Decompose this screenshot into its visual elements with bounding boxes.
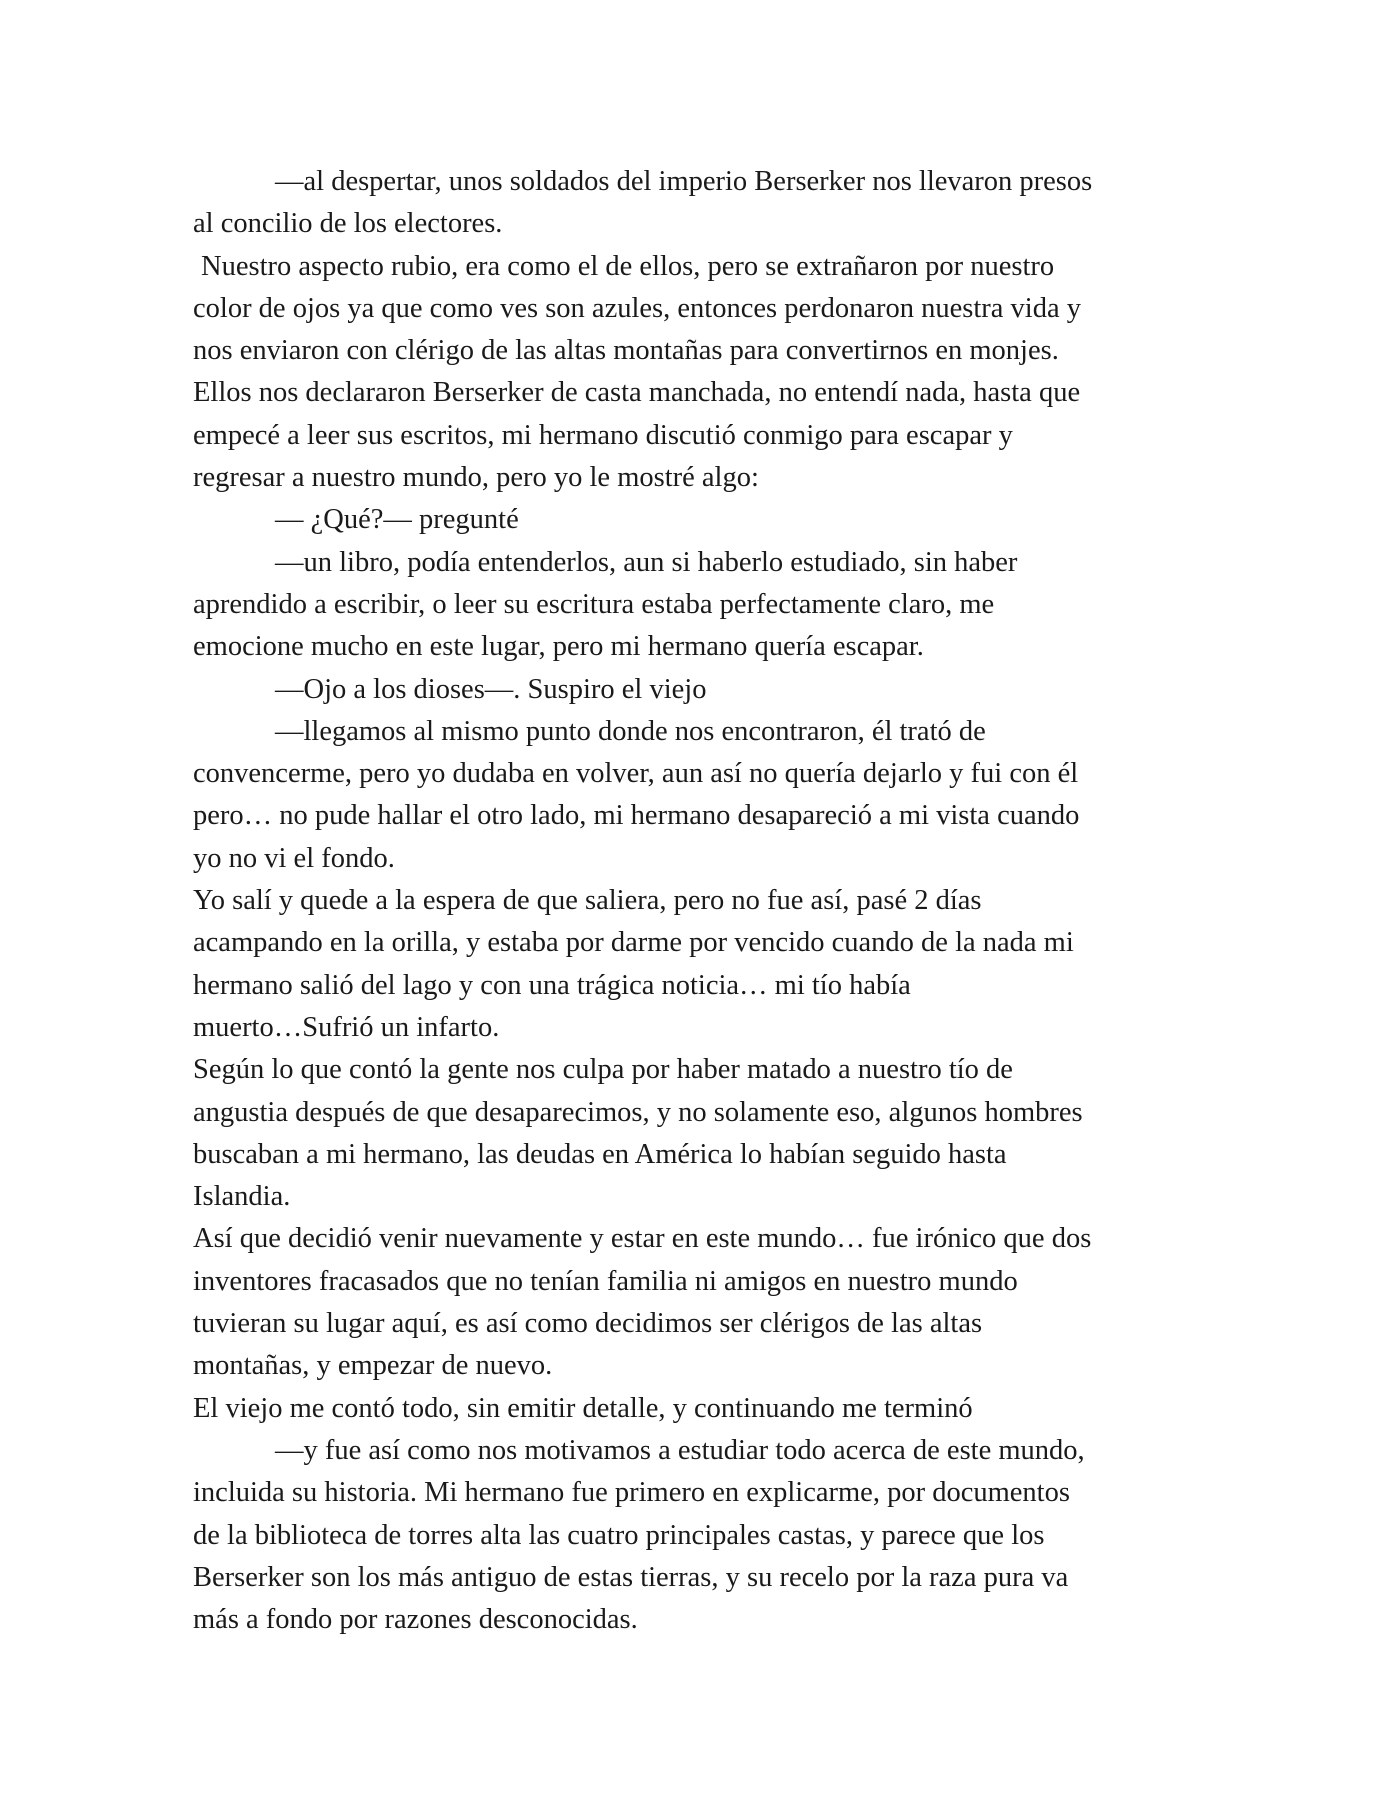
text-line: —y fue así como nos motivamos a estudiar todo acerca de este mundo, bbox=[275, 1434, 1085, 1466]
text-line: acampando en la orilla, y estaba por darme por vencido cuando de la nada mi bbox=[193, 927, 1074, 959]
text-line: Ellos nos declararon Berserker de casta manchada, no entendí nada, hasta que bbox=[193, 377, 1081, 409]
text-line: convencerme, pero yo dudaba en volver, aun así no quería dejarlo y fui con él bbox=[193, 758, 1079, 790]
text-line: —al despertar, unos soldados del imperio Berserker nos llevaron presos bbox=[275, 166, 1093, 197]
text-line: al concilio de los electores. bbox=[193, 208, 503, 240]
text-line: inventores fracasados que no tenían familia ni amigos en nuestro mundo bbox=[193, 1265, 1018, 1297]
text-line: buscaban a mi hermano, las deudas en América lo habían seguido hasta bbox=[193, 1138, 1007, 1170]
text-line: montañas, y empezar de nuevo. bbox=[193, 1350, 553, 1382]
text-line: muerto…Sufrió un infarto. bbox=[193, 1011, 500, 1043]
text-line: angustia después de que desaparecimos, y no solamente eso, algunos hombres bbox=[193, 1096, 1083, 1128]
text-line: —un libro, podía entenderlos, aun si haberlo estudiado, sin haber bbox=[275, 546, 1018, 578]
text-line: emocione mucho en este lugar, pero mi hermano quería escapar. bbox=[193, 631, 924, 663]
text-line: Según lo que contó la gente nos culpa por haber matado a nuestro tío de bbox=[193, 1054, 1013, 1086]
text-line: regresar a nuestro mundo, pero yo le mostré algo: bbox=[193, 462, 759, 494]
text-line: aprendido a escribir, o leer su escritura estaba perfectamente claro, me bbox=[193, 588, 995, 620]
text-line: —llegamos al mismo punto donde nos encontraron, él trató de bbox=[275, 715, 986, 747]
text-line: de la biblioteca de torres alta las cuatro principales castas, y parece que los bbox=[193, 1519, 1045, 1551]
body-text bbox=[193, 161, 1223, 1641]
text-line: tuvieran su lugar aquí, es así como decidimos ser clérigos de las altas bbox=[193, 1308, 983, 1340]
text-line: empecé a leer sus escritos, mi hermano discutió conmigo para escapar y bbox=[193, 419, 1013, 451]
text-line: incluida su historia. Mi hermano fue primero en explicarme, por documentos bbox=[193, 1477, 1070, 1509]
text-line: Islandia. bbox=[193, 1181, 291, 1213]
text-line: —Ojo a los dioses—. Suspiro el viejo bbox=[275, 673, 707, 705]
text-line: Así que decidió venir nuevamente y estar en este mundo… fue irónico que dos bbox=[193, 1223, 1092, 1255]
text-line: El viejo me contó todo, sin emitir detalle, y continuando me terminó bbox=[193, 1392, 973, 1424]
text-line: pero… no pude hallar el otro lado, mi hermano desapareció a mi vista cuando bbox=[193, 800, 1080, 832]
text-line: nos enviaron con clérigo de las altas montañas para convertirnos en monjes. bbox=[193, 335, 1059, 367]
text-line: yo no vi el fondo. bbox=[193, 842, 395, 874]
text-line: hermano salió del lago y con una trágica noticia… mi tío había bbox=[193, 969, 911, 1001]
text-line: más a fondo por razones desconocidas. bbox=[193, 1604, 638, 1636]
text-line: Berserker son los más antiguo de estas tierras, y su recelo por la raza pura va bbox=[193, 1561, 1069, 1593]
text-line: Yo salí y quede a la espera de que saliera, pero no fue así, pasé 2 días bbox=[193, 885, 982, 917]
text-line: color de ojos ya que como ves son azules, entonces perdonaron nuestra vida y bbox=[193, 292, 1081, 324]
text-line: — ¿Qué?— pregunté bbox=[275, 504, 519, 536]
text-line: Nuestro aspecto rubio, era como el de ellos, pero se extrañaron por nuestro bbox=[201, 250, 1055, 282]
